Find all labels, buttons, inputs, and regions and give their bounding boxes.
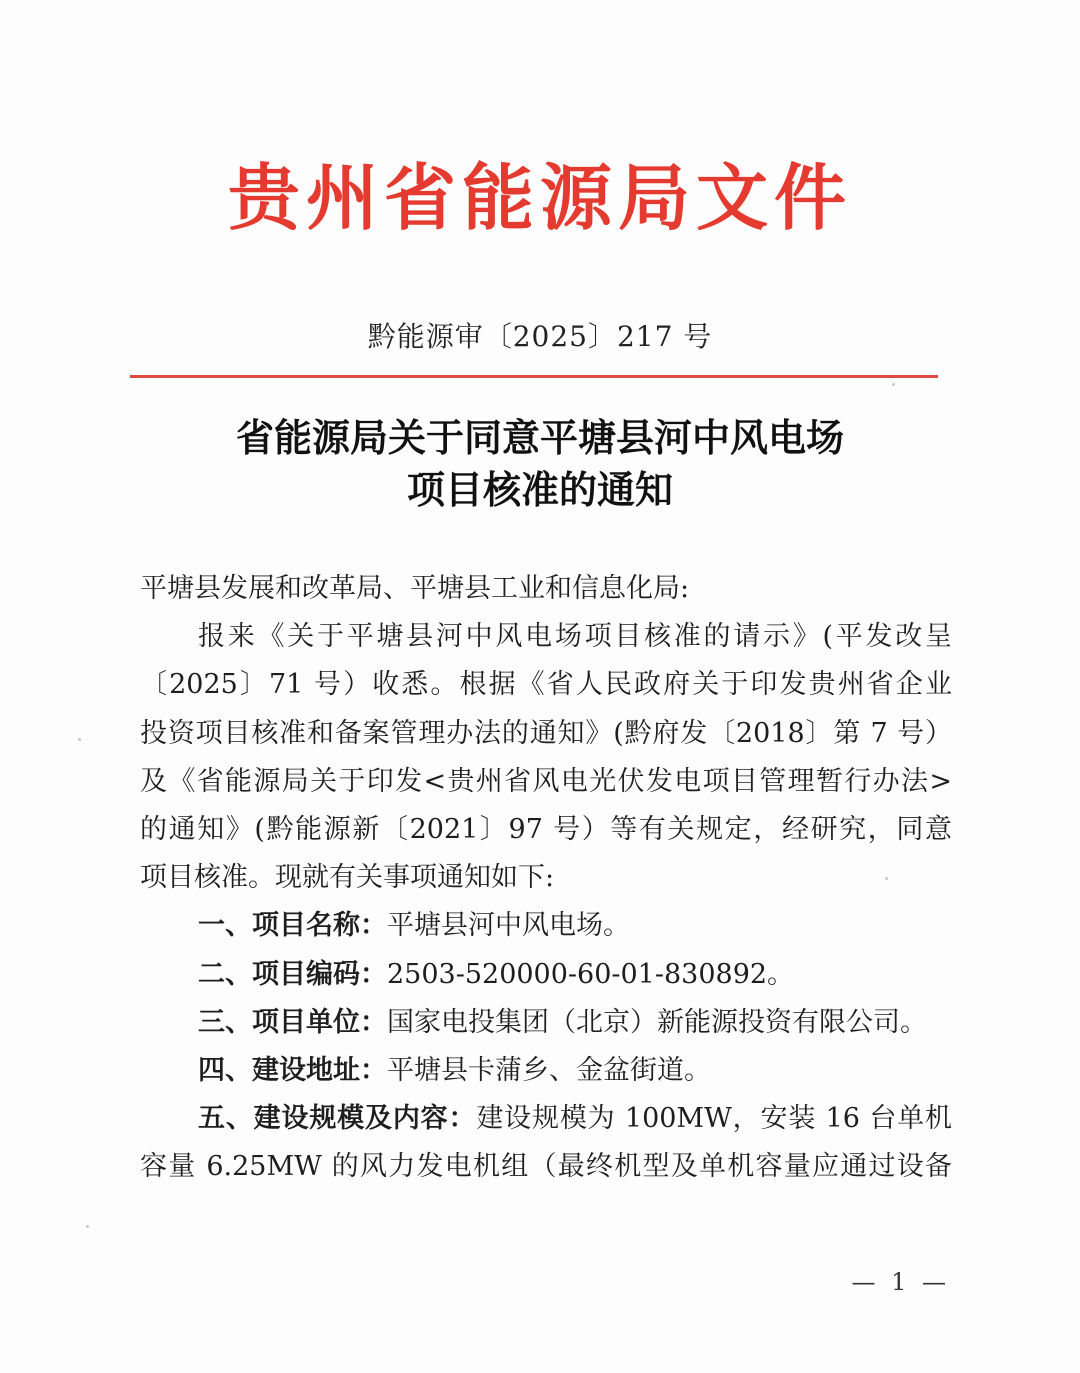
item-value: 2503-520000-60-01-830892。 (387, 958, 795, 990)
scan-speck (86, 1225, 89, 1228)
item-label: 三、项目单位： (198, 1006, 387, 1038)
red-divider-line (130, 375, 938, 378)
paragraph-line: 报来《关于平塘县河中风电场项目核准的请示》(平发改呈 (198, 621, 952, 653)
item-value: 平塘县卡蒲乡、金盆街道。 (387, 1055, 711, 1087)
paragraph-line: 项目核准。现就有关事项通知如下: (140, 862, 555, 894)
list-item (140, 951, 952, 999)
list-item (140, 902, 952, 950)
addressee: 平塘县发展和改革局、平塘县工业和信息化局: (140, 573, 690, 604)
paragraph-line: 容量 6.25MW 的风力发电机组（最终机型及单机容量应通过设备 (140, 1151, 952, 1183)
item-label: 二、项目编码： (198, 958, 387, 990)
document-number: 黔能源审〔2025〕217 号 (367, 320, 713, 353)
page-number: — 1 — (851, 1268, 950, 1296)
list-item (140, 1047, 952, 1095)
list-item (140, 1095, 952, 1143)
notice-title-line-1: 省能源局关于同意平塘县河中风电场 (235, 416, 844, 460)
paragraph-line: 及《省能源局关于印发<贵州省风电光伏发电项目管理暂行办法> (140, 765, 952, 797)
notice-body (140, 565, 952, 1192)
scan-speck (892, 383, 895, 386)
issuing-authority-header: 贵州省能源局文件 (227, 156, 852, 240)
notice-title (0, 412, 1080, 516)
item-value: 建设规模为 100MW，安装 16 台单机 (476, 1103, 953, 1135)
item-label: 一、项目名称： (198, 910, 387, 942)
list-item (140, 999, 952, 1047)
scan-speck (885, 877, 888, 880)
item-label: 四、建设地址： (198, 1055, 387, 1087)
item-value: 国家电投集团（北京）新能源投资有限公司。 (387, 1006, 927, 1038)
scan-speck (78, 738, 81, 741)
item-label: 五、建设规模及内容： (198, 1103, 477, 1135)
item-value: 平塘县河中风电场。 (387, 910, 630, 942)
paragraph-line: 的通知》(黔能源新〔2021〕97 号）等有关规定，经研究，同意 (140, 814, 952, 846)
paragraph-line: 投资项目核准和备案管理办法的通知》(黔府发〔2018〕第 7 号） (140, 717, 952, 749)
notice-title-line-2: 项目核准的通知 (406, 468, 673, 512)
paragraph-line: 〔2025〕71 号）收悉。根据《省人民政府关于印发贵州省企业 (140, 669, 952, 701)
